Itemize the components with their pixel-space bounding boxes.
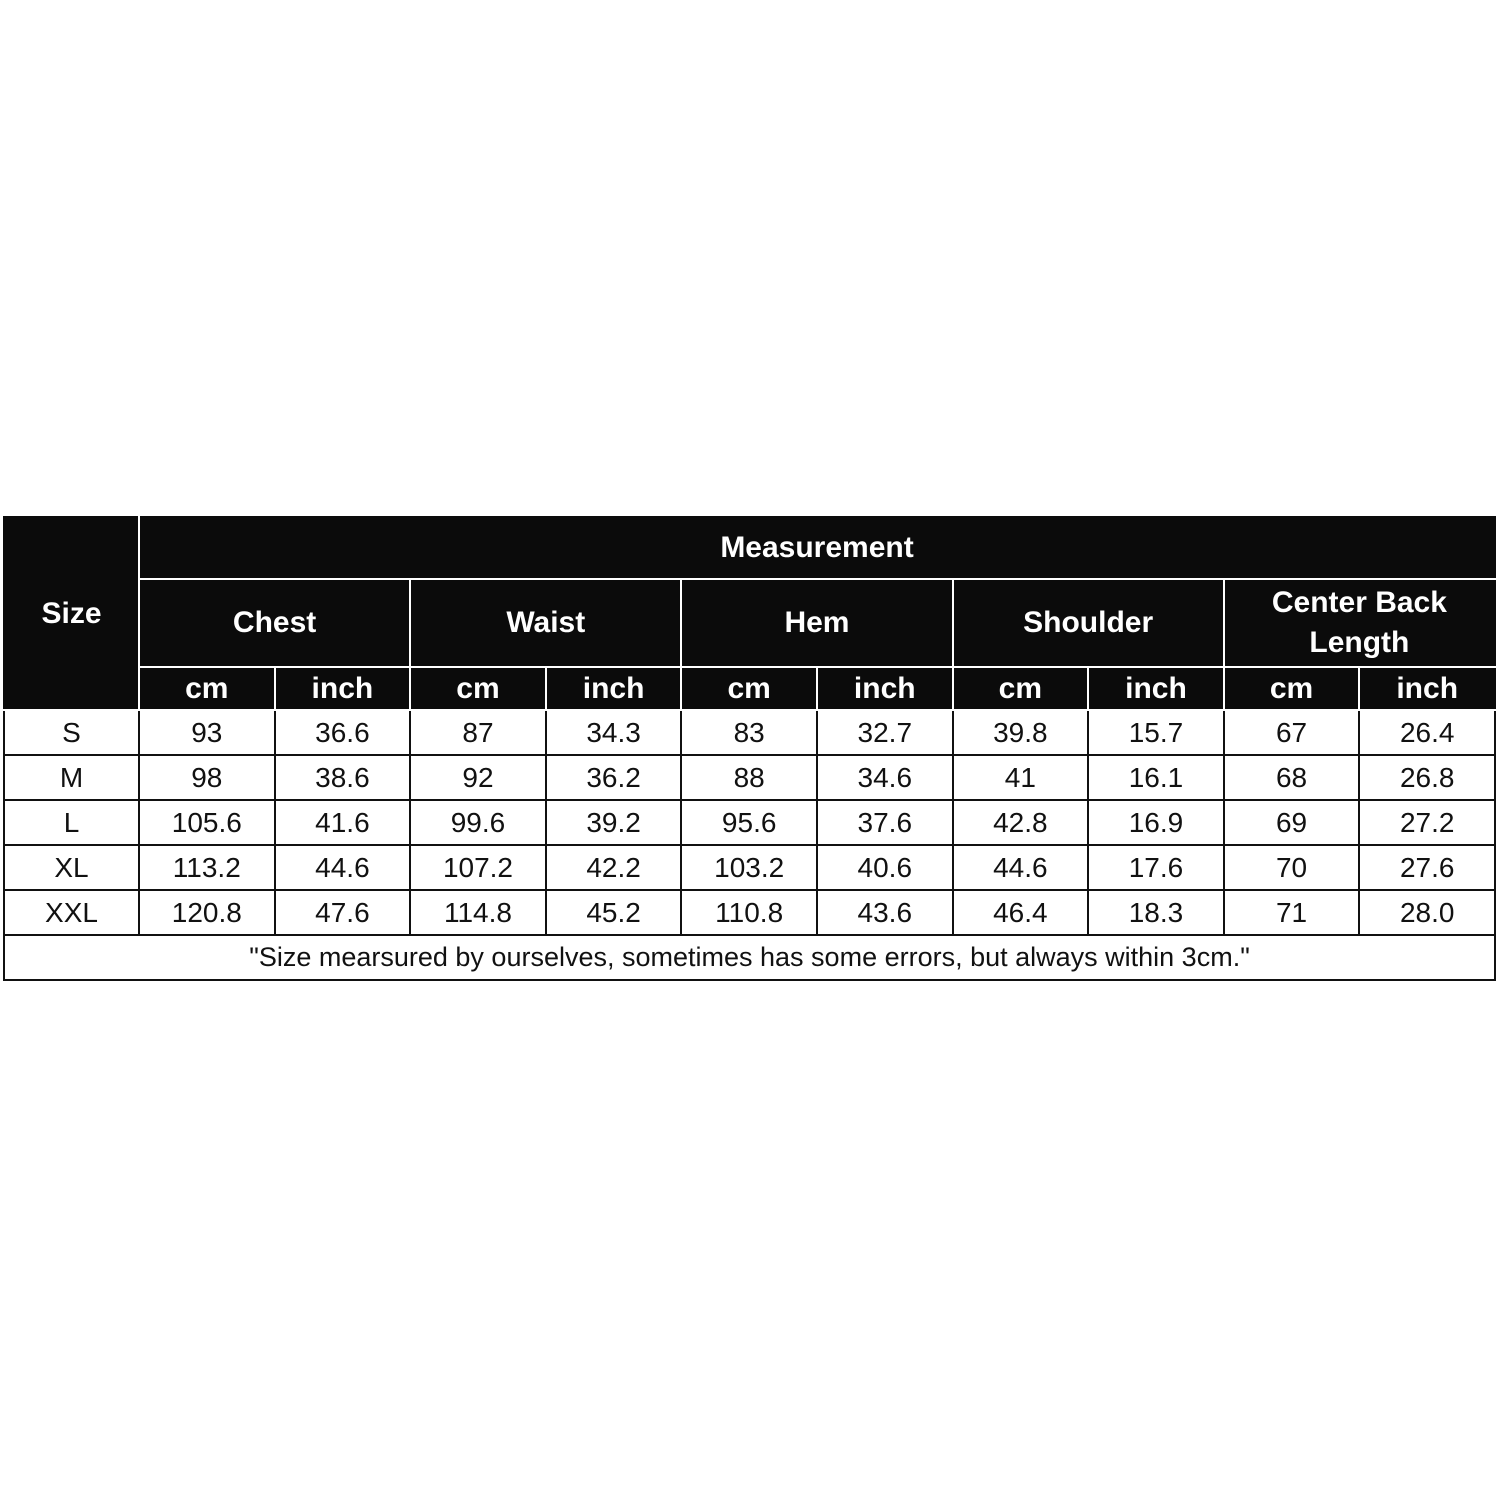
table-cell: 70 <box>1224 845 1360 890</box>
table-cell: 38.6 <box>275 755 411 800</box>
table-cell: 88 <box>681 755 817 800</box>
table-cell: 16.9 <box>1088 800 1224 845</box>
size-cell: L <box>4 800 139 845</box>
table-cell: 47.6 <box>275 890 411 935</box>
table-cell: 42.8 <box>953 800 1089 845</box>
table-cell: 40.6 <box>817 845 953 890</box>
table-cell: 36.2 <box>546 755 682 800</box>
note-row <box>4 935 1495 980</box>
table-cell: 36.6 <box>275 710 411 755</box>
table-cell: 110.8 <box>681 890 817 935</box>
group-header-shoulder: Shoulder <box>953 579 1224 667</box>
table-cell: 68 <box>1224 755 1360 800</box>
table-cell: 103.2 <box>681 845 817 890</box>
table-row <box>4 800 1495 845</box>
table-cell: 120.8 <box>139 890 275 935</box>
table-cell: 114.8 <box>410 890 546 935</box>
size-cell: XL <box>4 845 139 890</box>
table-cell: 41 <box>953 755 1089 800</box>
table-cell: 83 <box>681 710 817 755</box>
header-row-units <box>4 667 1495 710</box>
group-header-center-back-length-text: Center Back Length <box>1271 585 1447 659</box>
table-cell: 26.4 <box>1359 710 1495 755</box>
unit-header: inch <box>275 667 411 710</box>
group-header-chest: Chest <box>139 579 410 667</box>
table-cell: 69 <box>1224 800 1360 845</box>
unit-header: inch <box>817 667 953 710</box>
table-cell: 39.2 <box>546 800 682 845</box>
header-row-measurement <box>4 517 1495 579</box>
table-cell: 43.6 <box>817 890 953 935</box>
group-header-center-back-length <box>1224 579 1495 667</box>
table-cell: 28.0 <box>1359 890 1495 935</box>
table-cell: 34.6 <box>817 755 953 800</box>
table-cell: 46.4 <box>953 890 1089 935</box>
unit-header: inch <box>546 667 682 710</box>
group-header-hem: Hem <box>681 579 952 667</box>
table-cell: 113.2 <box>139 845 275 890</box>
header-row-groups <box>4 579 1495 667</box>
table-cell: 34.3 <box>546 710 682 755</box>
table-row <box>4 890 1495 935</box>
size-cell: XXL <box>4 890 139 935</box>
table-cell: 67 <box>1224 710 1360 755</box>
unit-header: cm <box>410 667 546 710</box>
table-cell: 105.6 <box>139 800 275 845</box>
table-cell: 27.2 <box>1359 800 1495 845</box>
table-cell: 16.1 <box>1088 755 1224 800</box>
table-cell: 15.7 <box>1088 710 1224 755</box>
table-cell: 107.2 <box>410 845 546 890</box>
measurement-header: Measurement <box>139 517 1495 579</box>
table-cell: 44.6 <box>953 845 1089 890</box>
table-row <box>4 755 1495 800</box>
table-cell: 26.8 <box>1359 755 1495 800</box>
table-cell: 41.6 <box>275 800 411 845</box>
unit-header: inch <box>1088 667 1224 710</box>
measurement-note: "Size mearsured by ourselves, sometimes has some errors, but always within 3cm." <box>4 935 1495 980</box>
size-chart-table <box>3 516 1496 981</box>
table-cell: 95.6 <box>681 800 817 845</box>
group-header-waist: Waist <box>410 579 681 667</box>
table-cell: 27.6 <box>1359 845 1495 890</box>
unit-header: cm <box>139 667 275 710</box>
table-cell: 98 <box>139 755 275 800</box>
unit-header: cm <box>681 667 817 710</box>
table-cell: 37.6 <box>817 800 953 845</box>
table-cell: 44.6 <box>275 845 411 890</box>
unit-header: cm <box>1224 667 1360 710</box>
size-column-header: Size <box>4 517 139 710</box>
table-cell: 39.8 <box>953 710 1089 755</box>
table-cell: 93 <box>139 710 275 755</box>
unit-header: inch <box>1359 667 1495 710</box>
size-cell: M <box>4 755 139 800</box>
table-row <box>4 710 1495 755</box>
table-cell: 17.6 <box>1088 845 1224 890</box>
unit-header: cm <box>953 667 1089 710</box>
table-cell: 71 <box>1224 890 1360 935</box>
table-cell: 87 <box>410 710 546 755</box>
table-cell: 92 <box>410 755 546 800</box>
table-cell: 99.6 <box>410 800 546 845</box>
table-cell: 32.7 <box>817 710 953 755</box>
table-cell: 42.2 <box>546 845 682 890</box>
size-cell: S <box>4 710 139 755</box>
table-cell: 18.3 <box>1088 890 1224 935</box>
table-row <box>4 845 1495 890</box>
table-cell: 45.2 <box>546 890 682 935</box>
